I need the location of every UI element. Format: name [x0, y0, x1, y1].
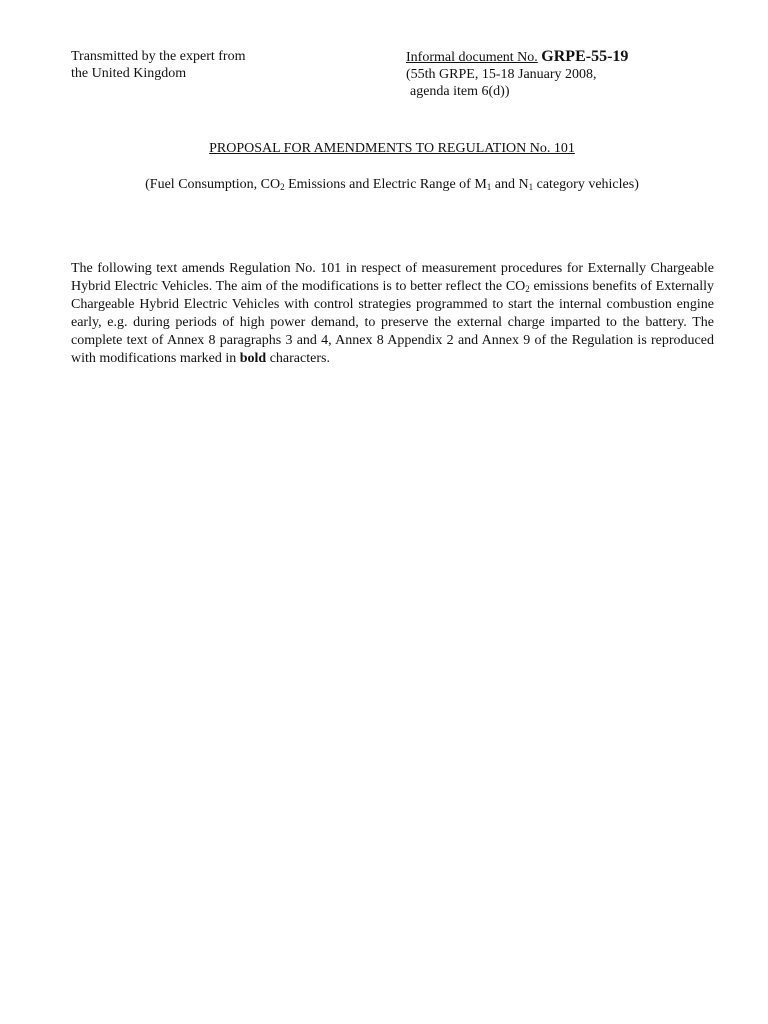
agenda-line: agenda item 6(d)) — [410, 84, 510, 99]
body-text-3: characters. — [266, 351, 330, 366]
body-bold-word: bold — [239, 351, 267, 366]
document-number: GRPE-55-19 — [541, 48, 629, 65]
body-text-1: The following text amends Regulation No. 101 in respect of measurement procedures for Externally Chargeable Hybrid Electric Vehicles. The aim of the modifications is to better reflect the CO — [71, 261, 714, 294]
sender-line-2: the United Kingdom — [71, 66, 187, 81]
body-text-2: emissions benefits of Externally Chargeable Hybrid Electric Vehicles with control strategies programmed to start the internal combustion engine early, e.g. during periods of high power demand, to preserve the external charge imparted to the battery. The complete text of Annex 8 paragraphs 3 and 4, Annex 8 Appendix 2 and Annex 9 of the Regulation is reproduced with modifications marked in — [71, 279, 714, 366]
session-line: (55th GRPE, 15-18 January 2008, — [406, 67, 597, 82]
subtitle-text-2: Emissions and Electric Range of M — [284, 177, 487, 192]
document-label: Informal document No. — [406, 50, 538, 65]
sender-line-1: Transmitted by the expert from — [71, 49, 246, 64]
body-paragraph — [71, 260, 714, 368]
body-subscript-1: 2 — [525, 284, 530, 294]
subtitle-subscript-3: 1 — [528, 182, 534, 192]
document-subtitle — [0, 176, 768, 193]
subtitle-subscript-1: 2 — [280, 182, 285, 192]
subtitle-text-1: (Fuel Consumption, CO — [145, 177, 281, 192]
sender-block — [71, 48, 331, 82]
document-title: PROPOSAL FOR AMENDMENTS TO REGULATION No. 101 — [209, 141, 575, 156]
document-id-line — [406, 48, 726, 66]
subtitle-text-4: category vehicles) — [533, 177, 639, 192]
subtitle-subscript-2: 1 — [486, 182, 492, 192]
document-reference-block — [406, 48, 726, 100]
subtitle-text-3: and N — [491, 177, 529, 192]
